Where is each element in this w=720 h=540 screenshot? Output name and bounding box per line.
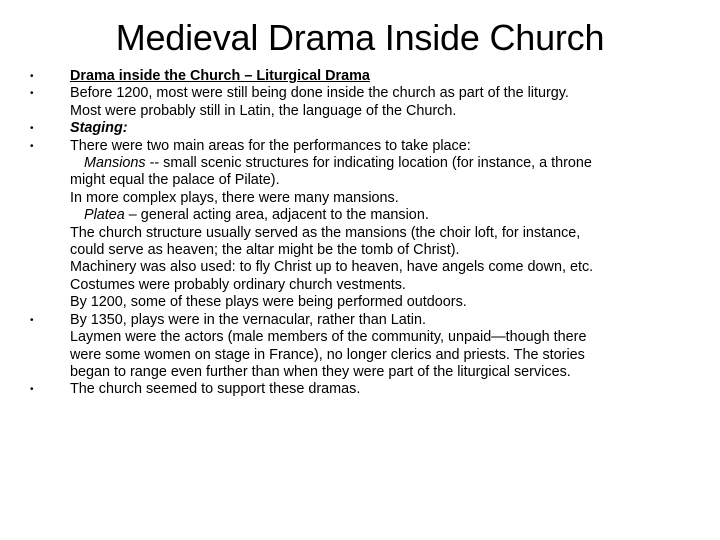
text-line: The church structure usually served as the mansions (the choir loft, for instance,: [70, 224, 581, 241]
bullet-text: [70, 312, 688, 382]
bullet-text: [70, 138, 688, 312]
text-line: Most were probably still in Latin, the language of the Church.: [70, 102, 457, 119]
section-heading: Drama inside the Church – Liturgical Drama: [70, 68, 370, 84]
bullet-item: [28, 68, 688, 85]
text-line: In more complex plays, there were many mansions.: [70, 189, 399, 206]
section-heading: Staging:: [70, 120, 128, 137]
bullet-text: [70, 381, 688, 398]
text-line: Laymen were the actors (male members of the community, unpaid—though there: [70, 329, 587, 346]
text-line: By 1200, some of these plays were being performed outdoors.: [70, 294, 467, 311]
bullet-item: [28, 85, 688, 120]
text-line: Costumes were probably ordinary church vestments.: [70, 276, 406, 293]
bullet-icon: •: [30, 140, 34, 152]
text-line: began to range even further than when they were part of the liturgical services.: [70, 363, 571, 380]
term-mansions: Mansions: [84, 155, 146, 172]
text-line: By 1350, plays were in the vernacular, rather than Latin.: [70, 311, 426, 328]
text-line: The church seemed to support these dramas.: [70, 381, 361, 398]
platea-definition: – general acting area, adjacent to the mansion.: [124, 207, 429, 224]
slide-body: [28, 68, 688, 399]
text-line: Machinery was also used: to fly Christ up to heaven, have angels come down, etc.: [70, 259, 594, 276]
text-line: could serve as heaven; the altar might be the tomb of Christ).: [70, 242, 460, 259]
text-line: [70, 155, 688, 172]
text-line: Before 1200, most were still being done inside the church as part of the liturgy.: [70, 85, 569, 102]
bullet-item: [28, 312, 688, 382]
bullet-text: [70, 68, 688, 85]
text-line: might equal the palace of Pilate).: [70, 172, 280, 189]
mansions-definition: -- small scenic structures for indicating location (for instance, a throne: [145, 155, 592, 172]
bullet-text: [70, 120, 688, 137]
bullet-icon: •: [30, 384, 34, 396]
term-platea: Platea: [84, 207, 125, 224]
bullet-item: [28, 381, 688, 398]
text-line: There were two main areas for the performances to take place:: [70, 137, 471, 154]
slide-title: Medieval Drama Inside Church: [115, 17, 605, 58]
bullet-icon: •: [30, 88, 34, 100]
bullet-item: [28, 120, 688, 137]
bullet-icon: •: [30, 123, 34, 135]
text-line: [70, 207, 688, 224]
bullet-text: [70, 85, 688, 120]
text-line: were some women on stage in France), no longer clerics and priests. The stories: [70, 346, 585, 363]
bullet-icon: •: [30, 71, 34, 82]
bullet-item: [28, 138, 688, 312]
bullet-icon: •: [30, 314, 34, 326]
